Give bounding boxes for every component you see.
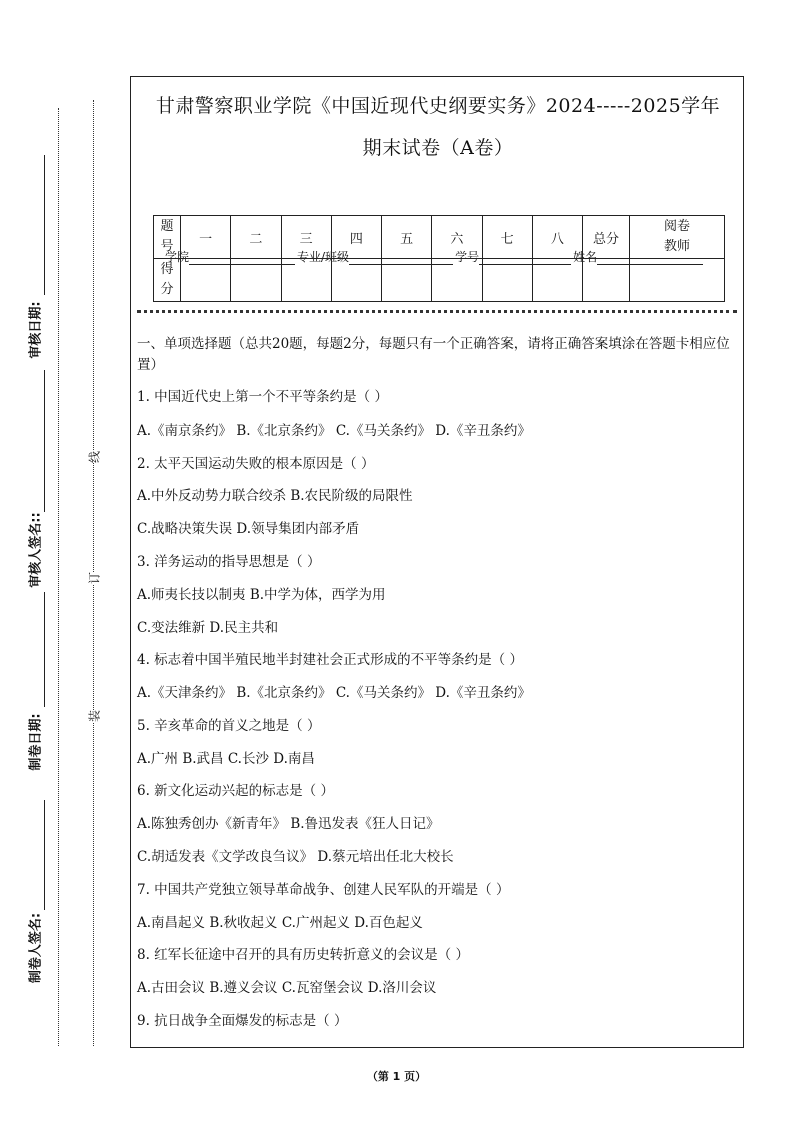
dotted-separator	[137, 310, 737, 313]
score-col-2: 二	[231, 216, 281, 259]
score-table-score-row	[154, 259, 725, 302]
maker-sign-line	[44, 800, 45, 910]
review-date-label: 审核日期:	[28, 301, 44, 359]
score-col-7: 七	[482, 216, 532, 259]
make-date-line	[44, 592, 45, 707]
score-cell[interactable]	[532, 259, 582, 302]
question-line: 4. 标志着中国半殖民地半封建社会正式形成的不平等条约是（ ）	[137, 652, 523, 668]
page-number: （第 1 页）	[366, 1070, 427, 1083]
score-col-1: 一	[181, 216, 231, 259]
binding-char-xian: 线	[84, 451, 105, 463]
binding-dotted-line-left	[58, 108, 59, 1046]
question-line: 3. 洋务运动的指导思想是（ ）	[137, 554, 321, 570]
review-date-line	[44, 155, 45, 295]
score-col-6: 六	[432, 216, 482, 259]
question-line: 5. 辛亥革命的首义之地是（ ）	[137, 718, 321, 734]
score-col-5: 五	[382, 216, 432, 259]
question-line: 2. 太平天国运动失败的根本原因是（ ）	[137, 456, 375, 472]
exam-frame	[130, 76, 744, 1048]
student-id-label: 学号	[455, 250, 480, 264]
maker-sign-label: 制卷人签名:	[28, 912, 44, 984]
question-line: 9. 抗日战争全面爆发的标志是（ ）	[137, 1013, 348, 1029]
section-intro: 一、单项选择题（总共20题，每题2分，每题只有一个正确答案，请将正确答案填涂在答题卡相应位置）	[137, 336, 730, 373]
binding-char-ding: 订	[84, 572, 105, 584]
question-options: A.广州 B.武昌 C.长沙 D.南昌	[137, 751, 315, 767]
binding-char-zhuang: 装	[84, 710, 105, 722]
score-cell[interactable]	[231, 259, 281, 302]
question-options: C.胡适发表《文学改良刍议》 D.蔡元培出任北大校长	[137, 849, 454, 865]
score-cell[interactable]	[432, 259, 482, 302]
question-options: A.中外反动势力联合绞杀 B.农民阶级的局限性	[137, 488, 413, 504]
score-cell-grader[interactable]	[630, 259, 725, 302]
score-col-8: 八	[532, 216, 582, 259]
reviewer-sign-label: 审核人签名::	[28, 512, 44, 588]
question-options: A.《南京条约》 B.《北京条约》 C.《马关条约》 D.《辛丑条约》	[137, 423, 531, 439]
score-cell[interactable]	[281, 259, 331, 302]
question-options: A.《天津条约》 B.《北京条约》 C.《马关条约》 D.《辛丑条约》	[137, 685, 531, 701]
reviewer-sign-line	[44, 370, 45, 512]
score-table-row-head: 题 号	[154, 216, 181, 259]
make-date-label: 制卷日期:	[28, 713, 44, 771]
question-options: A.古田会议 B.遵义会议 C.瓦窑堡会议 D.洛川会议	[137, 980, 437, 996]
exam-title-line2: 期末试卷（A卷）	[362, 137, 514, 159]
question-line: 7. 中国共产党独立领导革命战争、创建人民军队的开端是（ ）	[137, 882, 510, 898]
score-table-header-row	[154, 216, 725, 259]
question-options: C.战略决策失误 D.领导集团内部矛盾	[137, 521, 360, 537]
question-options: A.师夷长技以制夷 B.中学为体，西学为用	[137, 587, 386, 603]
major-label: 专业/班级	[297, 250, 350, 264]
score-col-3: 三	[281, 216, 331, 259]
score-table-score-head: 得 分	[154, 259, 181, 302]
score-cell[interactable]	[181, 259, 231, 302]
exam-title-line1: 甘肃警察职业学院《中国近现代史纲要实务》2024-----2025学年	[155, 95, 721, 117]
score-cell[interactable]	[382, 259, 432, 302]
score-col-4: 四	[331, 216, 381, 259]
question-options: A.陈独秀创办《新青年》 B.鲁迅发表《狂人日记》	[137, 816, 440, 832]
score-col-total: 总分	[583, 216, 630, 259]
question-line: 8. 红军长征途中召开的具有历史转折意义的会议是（ ）	[137, 947, 469, 963]
question-line: 1. 中国近代史上第一个不平等条约是（ ）	[137, 389, 388, 405]
score-col-grader: 阅卷 教师	[630, 216, 725, 259]
score-cell-total[interactable]	[583, 259, 630, 302]
score-cell[interactable]	[482, 259, 532, 302]
name-label: 姓名	[573, 250, 598, 264]
college-label: 学院	[165, 250, 190, 264]
score-cell[interactable]	[331, 259, 381, 302]
question-options: A.南昌起义 B.秋收起义 C.广州起义 D.百色起义	[137, 915, 423, 931]
question-options: C.变法维新 D.民主共和	[137, 620, 279, 636]
score-table	[153, 215, 725, 302]
question-line: 6. 新文化运动兴起的标志是（ ）	[137, 783, 334, 799]
